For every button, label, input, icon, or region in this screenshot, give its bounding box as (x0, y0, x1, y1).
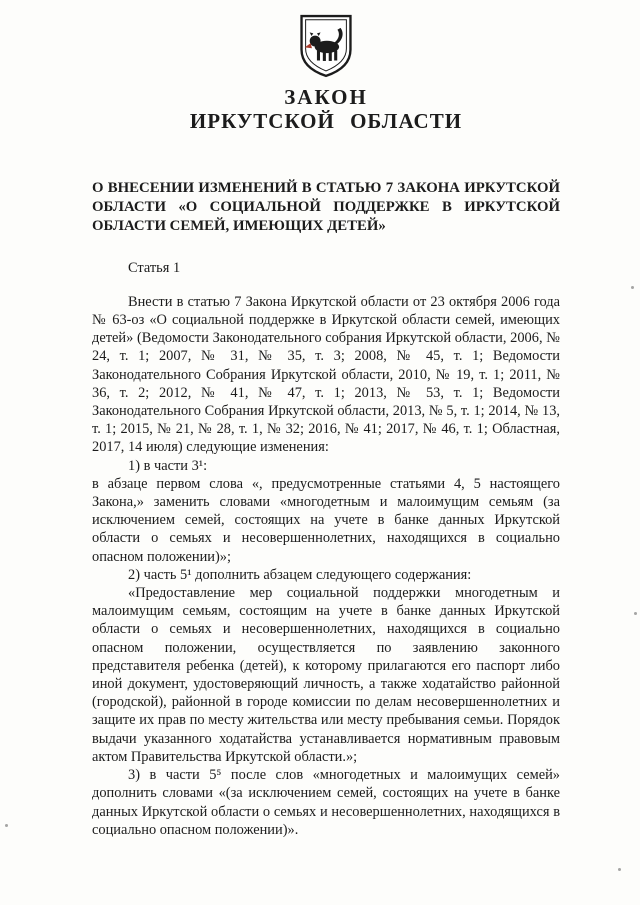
emblem-container (92, 13, 560, 81)
paragraph-item-1-text: в абзаце первом слова «, предусмотренные статьями 4, 5 настоящего Закона,» заменить словами «многодетным и малоимущим семьям (за исключением семей, состоящих на учете в банке данных Иркутской области о семьях и несовершеннолетних, находящихся в социально опасном положении)»; (92, 475, 560, 565)
scan-artifact-dot (5, 824, 8, 827)
paragraph-item-2-label: 2) часть 5¹ дополнить абзацем следующего содержания: (128, 566, 472, 583)
paragraph-item-3-text: 3) в части 5⁵ после слов «многодетных и малоимущих семей» дополнить словами «(за исключением семей, состоящих на учете в банке данных Иркутской области о семьях и несовершеннолетних, находящихся в социально опасном положении)». (92, 767, 560, 838)
document-title (92, 85, 560, 133)
document-title-law: ЗАКОН (284, 85, 368, 109)
paragraph-amendment-intro: Внести в статью 7 Закона Иркутской области от 23 октября 2006 года № 63-оз «О социальной поддержке в Иркутской области семей, имеющих детей» (Ведомости Законодательного собрания Иркутской области, 2006, № 24, т. 1; 2007, № 31, № 35, т. 3; 2008, № 45, т. 1; Ведомости Законодательного Собрания Иркутской области, 2010, № 19, т. 1; 2011, № 36, т. 2; 2012, № 41, № 47, т. 1; 2013, № 53, т. 1; Ведомости Законодательного Собрания Иркутской области, 2013, № 5, т. 1; 2014, № 13, т. 1; 2015, № 21, № 28, т. 1, № 32; 2016, № 41; 2017, № 46, т. 1; Областная, 2017, 14 июля) следующие изменения: (92, 293, 560, 456)
irkutsk-coat-of-arms-icon (297, 13, 355, 79)
document-subject-heading: О ВНЕСЕНИИ ИЗМЕНЕНИЙ В СТАТЬЮ 7 ЗАКОНА ИРКУТСКОЙ ОБЛАСТИ «О СОЦИАЛЬНОЙ ПОДДЕРЖКЕ В ИРКУТСКОЙ ОБЛАСТИ СЕМЕЙ, ИМЕЮЩИХ ДЕТЕЙ» (92, 180, 560, 235)
paragraph-item-1-label: 1) в части 3¹: (128, 457, 208, 474)
article-1-heading: Статья 1 (128, 259, 181, 276)
scan-artifact-dot (634, 612, 637, 615)
document-title-region: ИРКУТСКОЙ ОБЛАСТИ (189, 109, 463, 133)
paragraph-item-2-text: «Предоставление мер социальной поддержки многодетным и малоимущим семьям, состоящим на учете в банке данных Иркутской области о семьях и несовершеннолетних, находящихся в социально опасном положении, осуществляется по заявлению законного представителя ребенка (детей), к которому прилагаются его паспорт либо иной документ, удостоверяющий личность, а также ходатайство районной (городской), районной в городе комиссии по делам несовершеннолетних и защите их прав по месту жительства или месту пребывания семьи. Порядок выдачи указанного ходатайства устанавливается нормативным правовым актом Правительства Иркутской области.»; (92, 585, 560, 765)
scan-artifact-dot (618, 868, 621, 871)
document-body (92, 293, 560, 839)
scan-artifact-dot (631, 286, 634, 289)
